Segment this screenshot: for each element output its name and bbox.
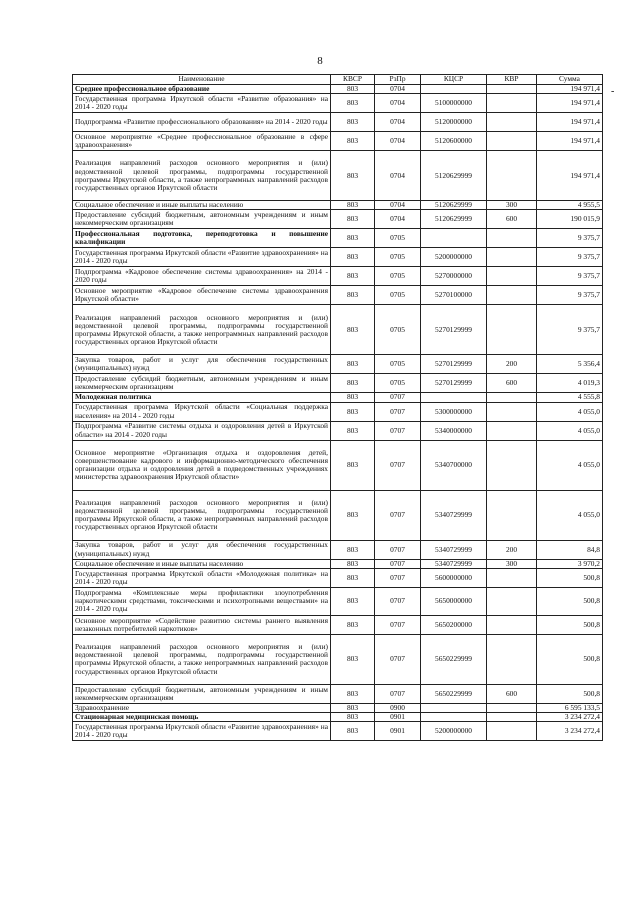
cell-kcsr: 5340729999 bbox=[421, 559, 487, 568]
cell-rzpr: 0705 bbox=[375, 374, 421, 393]
cell-name: Профессиональная подготовка, переподготовка и повышение квалификации bbox=[73, 229, 331, 248]
cell-kvr bbox=[487, 703, 537, 712]
cell-name: Предоставление субсидий бюджетным, автономным учреждениям и иным некоммерческим организациям bbox=[73, 684, 331, 703]
cell-name: Основное мероприятие «Среднее профессиональное образование в сфере здравоохранения» bbox=[73, 132, 331, 151]
cell-rzpr: 0705 bbox=[375, 229, 421, 248]
cell-name: Стационарная медицинская помощь bbox=[73, 713, 331, 722]
cell-kcsr bbox=[421, 85, 487, 94]
cell-kcsr: 5120629999 bbox=[421, 201, 487, 210]
cell-sum: 9 375,7 bbox=[537, 248, 603, 267]
table-row bbox=[73, 615, 603, 634]
cell-sum: 9 375,7 bbox=[537, 286, 603, 305]
cell-kcsr: 5340700000 bbox=[421, 440, 487, 490]
budget-table bbox=[72, 74, 603, 741]
cell-rzpr: 0707 bbox=[375, 568, 421, 587]
cell-kvr bbox=[487, 305, 537, 355]
cell-kcsr: 5270100000 bbox=[421, 286, 487, 305]
cell-kvsr: 803 bbox=[331, 113, 375, 132]
cell-rzpr: 0707 bbox=[375, 402, 421, 421]
cell-kcsr: 5270000000 bbox=[421, 267, 487, 286]
cell-kcsr: 5200000000 bbox=[421, 248, 487, 267]
cell-kcsr: 5650200000 bbox=[421, 615, 487, 634]
table-header-row bbox=[73, 75, 603, 85]
cell-kvr: 300 bbox=[487, 559, 537, 568]
table-row bbox=[73, 703, 603, 712]
cell-kvsr: 803 bbox=[331, 305, 375, 355]
cell-kcsr: 5300000000 bbox=[421, 402, 487, 421]
table-row bbox=[73, 559, 603, 568]
cell-name: Среднее профессиональное образование bbox=[73, 85, 331, 94]
cell-kvr bbox=[487, 248, 537, 267]
cell-rzpr: 0704 bbox=[375, 85, 421, 94]
cell-kcsr: 5200000000 bbox=[421, 722, 487, 741]
page-number: 8 bbox=[317, 55, 323, 67]
cell-kvr bbox=[487, 151, 537, 201]
table-row bbox=[73, 634, 603, 684]
cell-rzpr: 0707 bbox=[375, 490, 421, 540]
cell-kvsr: 803 bbox=[331, 490, 375, 540]
cell-kvr bbox=[487, 286, 537, 305]
cell-rzpr: 0704 bbox=[375, 132, 421, 151]
cell-rzpr: 0705 bbox=[375, 355, 421, 374]
cell-kvr bbox=[487, 490, 537, 540]
cell-rzpr: 0705 bbox=[375, 286, 421, 305]
cell-kvsr: 803 bbox=[331, 229, 375, 248]
cell-sum: 4 055,0 bbox=[537, 440, 603, 490]
cell-kvsr: 803 bbox=[331, 568, 375, 587]
table-row bbox=[73, 440, 603, 490]
cell-rzpr: 0707 bbox=[375, 684, 421, 703]
cell-rzpr: 0705 bbox=[375, 305, 421, 355]
cell-kcsr: 5120629999 bbox=[421, 151, 487, 201]
cell-kcsr bbox=[421, 703, 487, 712]
cell-kvsr: 803 bbox=[331, 210, 375, 229]
header-sum: Сумма bbox=[537, 75, 603, 85]
cell-kcsr: 5100000000 bbox=[421, 94, 487, 113]
cell-kcsr: 5650229999 bbox=[421, 634, 487, 684]
cell-kvr bbox=[487, 568, 537, 587]
table-row bbox=[73, 421, 603, 440]
cell-rzpr: 0705 bbox=[375, 248, 421, 267]
cell-rzpr: 0704 bbox=[375, 151, 421, 201]
cell-kcsr: 5340729999 bbox=[421, 490, 487, 540]
cell-kvr bbox=[487, 421, 537, 440]
cell-kvsr: 803 bbox=[331, 540, 375, 559]
cell-kvr: 600 bbox=[487, 684, 537, 703]
cell-kvsr: 803 bbox=[331, 684, 375, 703]
cell-rzpr: 0707 bbox=[375, 634, 421, 684]
cell-name: Государственная программа Иркутской области «Социальная поддержка населения» на 2014 - 2020 годы bbox=[73, 402, 331, 421]
cell-name: Основное мероприятие «Организация отдыха и оздоровления детей, совершенствование кадрового и информационно-методического обеспечения организации отдыха и оздоровления детей в подведомственных учреждениях министерства здравоохранения Иркутской области» bbox=[73, 440, 331, 490]
cell-kvsr: 803 bbox=[331, 703, 375, 712]
cell-rzpr: 0901 bbox=[375, 722, 421, 741]
cell-sum: 500,8 bbox=[537, 634, 603, 684]
cell-name: Закупка товаров, работ и услуг для обеспечения государственных (муниципальных) нужд bbox=[73, 355, 331, 374]
cell-sum: 5 356,4 bbox=[537, 355, 603, 374]
cell-kvr: 300 bbox=[487, 201, 537, 210]
cell-kvsr: 803 bbox=[331, 267, 375, 286]
cell-name: Предоставление субсидий бюджетным, автономным учреждениям и иным некоммерческим организациям bbox=[73, 374, 331, 393]
table-row bbox=[73, 374, 603, 393]
cell-kcsr: 5650229999 bbox=[421, 684, 487, 703]
cell-rzpr: 0704 bbox=[375, 94, 421, 113]
header-kvsr: КВСР bbox=[331, 75, 375, 85]
cell-sum: 9 375,7 bbox=[537, 305, 603, 355]
cell-kvsr: 803 bbox=[331, 286, 375, 305]
cell-name: Реализация направлений расходов основного мероприятия и (или) ведомственной целевой программы, подпрограммы государственной программы Иркутской области, а также непрограммных направлений расходов государственных органов Иркутской области bbox=[73, 305, 331, 355]
cell-kvsr: 803 bbox=[331, 421, 375, 440]
cell-kvr bbox=[487, 267, 537, 286]
cell-kvr bbox=[487, 713, 537, 722]
cell-kvsr: 803 bbox=[331, 201, 375, 210]
table-row bbox=[73, 568, 603, 587]
cell-kvr bbox=[487, 132, 537, 151]
cell-kvsr: 803 bbox=[331, 402, 375, 421]
cell-name: Реализация направлений расходов основного мероприятия и (или) ведомственной целевой программы, подпрограммы государственной программы Иркутской области, а также непрограммных направлений расходов государственных органов Иркутской области bbox=[73, 151, 331, 201]
cell-kvsr: 803 bbox=[331, 374, 375, 393]
table-row bbox=[73, 355, 603, 374]
cell-sum: 6 595 133,5 bbox=[537, 703, 603, 712]
cell-kcsr: 5120629999 bbox=[421, 210, 487, 229]
cell-sum: 9 375,7 bbox=[537, 229, 603, 248]
cell-kvr: 200 bbox=[487, 355, 537, 374]
cell-rzpr: 0707 bbox=[375, 615, 421, 634]
cell-kcsr: 5270129999 bbox=[421, 374, 487, 393]
cell-kvr: 600 bbox=[487, 374, 537, 393]
table-row bbox=[73, 201, 603, 210]
table-row bbox=[73, 713, 603, 722]
cell-name: Основное мероприятие «Содействие развитию системы раннего выявления незаконных потребителей наркотиков» bbox=[73, 615, 331, 634]
cell-kvr bbox=[487, 402, 537, 421]
cell-kvsr: 803 bbox=[331, 615, 375, 634]
cell-rzpr: 0704 bbox=[375, 113, 421, 132]
cell-kcsr: 5650000000 bbox=[421, 587, 487, 615]
cell-name: Государственная программа Иркутской области «Молодежная политика» на 2014 - 2020 годы bbox=[73, 568, 331, 587]
cell-sum: 4 019,3 bbox=[537, 374, 603, 393]
cell-kvsr: 803 bbox=[331, 151, 375, 201]
cell-sum: 500,8 bbox=[537, 615, 603, 634]
table-row bbox=[73, 113, 603, 132]
cell-kvr: 200 bbox=[487, 540, 537, 559]
cell-kvsr: 803 bbox=[331, 355, 375, 374]
cell-sum: 194 971,4 bbox=[537, 85, 603, 94]
table-row bbox=[73, 286, 603, 305]
cell-sum: 4 955,5 bbox=[537, 201, 603, 210]
table-row bbox=[73, 151, 603, 201]
table-row bbox=[73, 229, 603, 248]
cell-sum: 500,8 bbox=[537, 684, 603, 703]
table-row bbox=[73, 132, 603, 151]
table-row bbox=[73, 393, 603, 402]
cell-kvr bbox=[487, 587, 537, 615]
cell-name: Государственная программа Иркутской области «Развитие здравоохранения» на 2014 - 2020 годы bbox=[73, 722, 331, 741]
cell-kcsr: 5120600000 bbox=[421, 132, 487, 151]
table-row bbox=[73, 210, 603, 229]
cell-name: Подпрограмма «Комплексные меры профилактики злоупотребления наркотическими средствами, токсическими и психотропными веществами» на 2014 - 2020 годы bbox=[73, 587, 331, 615]
cell-rzpr: 0900 bbox=[375, 703, 421, 712]
header-rzpr: РзПр bbox=[375, 75, 421, 85]
cell-name: Государственная программа Иркутской области «Развитие здравоохранения» на 2014 - 2020 годы bbox=[73, 248, 331, 267]
cell-rzpr: 0707 bbox=[375, 559, 421, 568]
table-row bbox=[73, 490, 603, 540]
cell-rzpr: 0707 bbox=[375, 393, 421, 402]
cell-name: Реализация направлений расходов основного мероприятия и (или) ведомственной целевой программы, подпрограммы государственной программы Иркутской области, а также непрограммных направлений расходов государственных органов Иркутской области bbox=[73, 490, 331, 540]
cell-sum: 4 055,0 bbox=[537, 402, 603, 421]
cell-kvr bbox=[487, 722, 537, 741]
cell-rzpr: 0707 bbox=[375, 440, 421, 490]
cell-kvsr: 803 bbox=[331, 248, 375, 267]
table-row bbox=[73, 248, 603, 267]
cell-kvr: 600 bbox=[487, 210, 537, 229]
table-row bbox=[73, 684, 603, 703]
cell-sum: 500,8 bbox=[537, 568, 603, 587]
cell-sum: 4 055,0 bbox=[537, 421, 603, 440]
cell-kvr bbox=[487, 229, 537, 248]
table-row bbox=[73, 267, 603, 286]
cell-sum: 194 971,4 bbox=[537, 132, 603, 151]
cell-sum: 3 970,2 bbox=[537, 559, 603, 568]
cell-sum: 190 015,9 bbox=[537, 210, 603, 229]
cell-kcsr bbox=[421, 713, 487, 722]
cell-kcsr: 5120000000 bbox=[421, 113, 487, 132]
cell-kcsr bbox=[421, 393, 487, 402]
cell-sum: 3 234 272,4 bbox=[537, 722, 603, 741]
table-row bbox=[73, 540, 603, 559]
cell-name: Государственная программа Иркутской области «Развитие образования» на 2014 - 2020 годы bbox=[73, 94, 331, 113]
cell-name: Закупка товаров, работ и услуг для обеспечения государственных (муниципальных) нужд bbox=[73, 540, 331, 559]
cell-rzpr: 0901 bbox=[375, 713, 421, 722]
cell-kvsr: 803 bbox=[331, 634, 375, 684]
cell-kvr bbox=[487, 85, 537, 94]
cell-kvr bbox=[487, 94, 537, 113]
cell-rzpr: 0707 bbox=[375, 421, 421, 440]
cell-sum: 4 555,8 bbox=[537, 393, 603, 402]
cell-sum: 500,8 bbox=[537, 587, 603, 615]
cell-kcsr: 5270129999 bbox=[421, 355, 487, 374]
cell-name: Социальное обеспечение и иные выплаты населению bbox=[73, 201, 331, 210]
cell-kvsr: 803 bbox=[331, 393, 375, 402]
cell-kvsr: 803 bbox=[331, 559, 375, 568]
cell-name: Основное мероприятие «Кадровое обеспечение системы здравоохранения Иркутской области» bbox=[73, 286, 331, 305]
cell-kvr bbox=[487, 393, 537, 402]
table-row bbox=[73, 587, 603, 615]
cell-sum: 84,8 bbox=[537, 540, 603, 559]
cell-name: Реализация направлений расходов основного мероприятия и (или) ведомственной целевой программы, подпрограммы государственной программы Иркутской области, а также непрограммных направлений расходов государственных органов Иркутской области bbox=[73, 634, 331, 684]
cell-rzpr: 0704 bbox=[375, 201, 421, 210]
cell-sum: 4 055,0 bbox=[537, 490, 603, 540]
table-row bbox=[73, 305, 603, 355]
cell-sum: 194 971,4 bbox=[537, 113, 603, 132]
cell-kcsr bbox=[421, 229, 487, 248]
cell-name: Здравоохранение bbox=[73, 703, 331, 712]
cell-kcsr: 5340729999 bbox=[421, 540, 487, 559]
cell-rzpr: 0707 bbox=[375, 587, 421, 615]
cell-sum: 194 971,4 bbox=[537, 94, 603, 113]
cell-name: Предоставление субсидий бюджетным, автономным учреждениям и иным некоммерческим организациям bbox=[73, 210, 331, 229]
corner-mark: - bbox=[611, 86, 615, 97]
cell-name: Подпрограмма «Развитие системы отдыха и оздоровления детей в Иркутской области» на 2014 - 2020 годы bbox=[73, 421, 331, 440]
cell-sum: 194 971,4 bbox=[537, 151, 603, 201]
cell-rzpr: 0705 bbox=[375, 267, 421, 286]
table-body bbox=[73, 85, 603, 741]
cell-kcsr: 5600000000 bbox=[421, 568, 487, 587]
cell-kvr bbox=[487, 615, 537, 634]
cell-kvr bbox=[487, 440, 537, 490]
header-name: Наименование bbox=[73, 75, 331, 85]
header-kcsr: КЦСР bbox=[421, 75, 487, 85]
cell-kvsr: 803 bbox=[331, 94, 375, 113]
cell-kvsr: 803 bbox=[331, 587, 375, 615]
cell-kcsr: 5270129999 bbox=[421, 305, 487, 355]
cell-kvr bbox=[487, 634, 537, 684]
table-row bbox=[73, 85, 603, 94]
cell-name: Подпрограмма «Кадровое обеспечение системы здравоохранения» на 2014 - 2020 годы bbox=[73, 267, 331, 286]
cell-kvr bbox=[487, 113, 537, 132]
header-kvr: КВР bbox=[487, 75, 537, 85]
cell-kvsr: 803 bbox=[331, 722, 375, 741]
cell-name: Молодежная политика bbox=[73, 393, 331, 402]
cell-sum: 3 234 272,4 bbox=[537, 713, 603, 722]
cell-rzpr: 0707 bbox=[375, 540, 421, 559]
cell-name: Подпрограмма «Развитие профессионального образования» на 2014 - 2020 годы bbox=[73, 113, 331, 132]
cell-sum: 9 375,7 bbox=[537, 267, 603, 286]
cell-kvsr: 803 bbox=[331, 132, 375, 151]
table-row bbox=[73, 94, 603, 113]
cell-kcsr: 5340000000 bbox=[421, 421, 487, 440]
cell-name: Социальное обеспечение и иные выплаты населению bbox=[73, 559, 331, 568]
cell-kvsr: 803 bbox=[331, 85, 375, 94]
cell-kvsr: 803 bbox=[331, 440, 375, 490]
cell-kvsr: 803 bbox=[331, 713, 375, 722]
table-row bbox=[73, 402, 603, 421]
cell-rzpr: 0704 bbox=[375, 210, 421, 229]
table-row bbox=[73, 722, 603, 741]
